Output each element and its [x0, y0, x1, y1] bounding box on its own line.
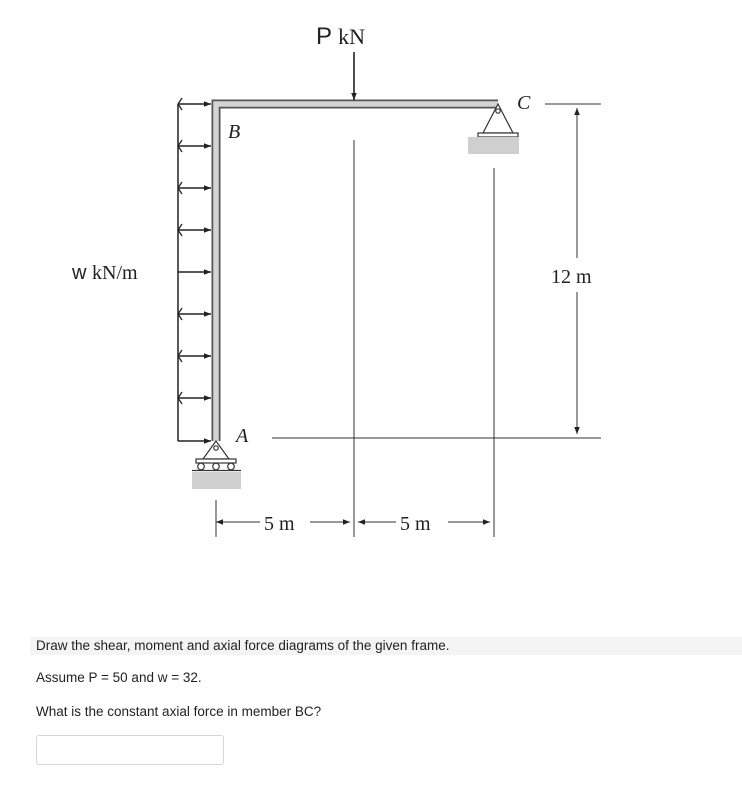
question-assumption: Assume P = 50 and w = 32.	[36, 670, 202, 685]
roller-support-a	[192, 441, 241, 489]
frame-members	[216, 104, 498, 441]
answer-input[interactable]	[36, 735, 224, 765]
distributed-load-arrows	[178, 98, 211, 441]
span-left-label: 5 m	[264, 513, 295, 535]
node-label-c: C	[517, 92, 531, 114]
span-right-label: 5 m	[400, 513, 431, 535]
node-label-b: B	[228, 121, 241, 143]
question-prompt: What is the constant axial force in member BC?	[36, 704, 322, 719]
node-label-a: A	[236, 425, 249, 447]
question-instruction: Draw the shear, moment and axial force diagrams of the given frame.	[36, 638, 450, 653]
height-label: 12 m	[551, 266, 592, 288]
point-load-label: P kN	[316, 23, 366, 50]
pin-support-c	[468, 104, 519, 154]
distributed-load-label: w kN/m	[72, 262, 138, 284]
dimension-lines	[216, 104, 601, 537]
